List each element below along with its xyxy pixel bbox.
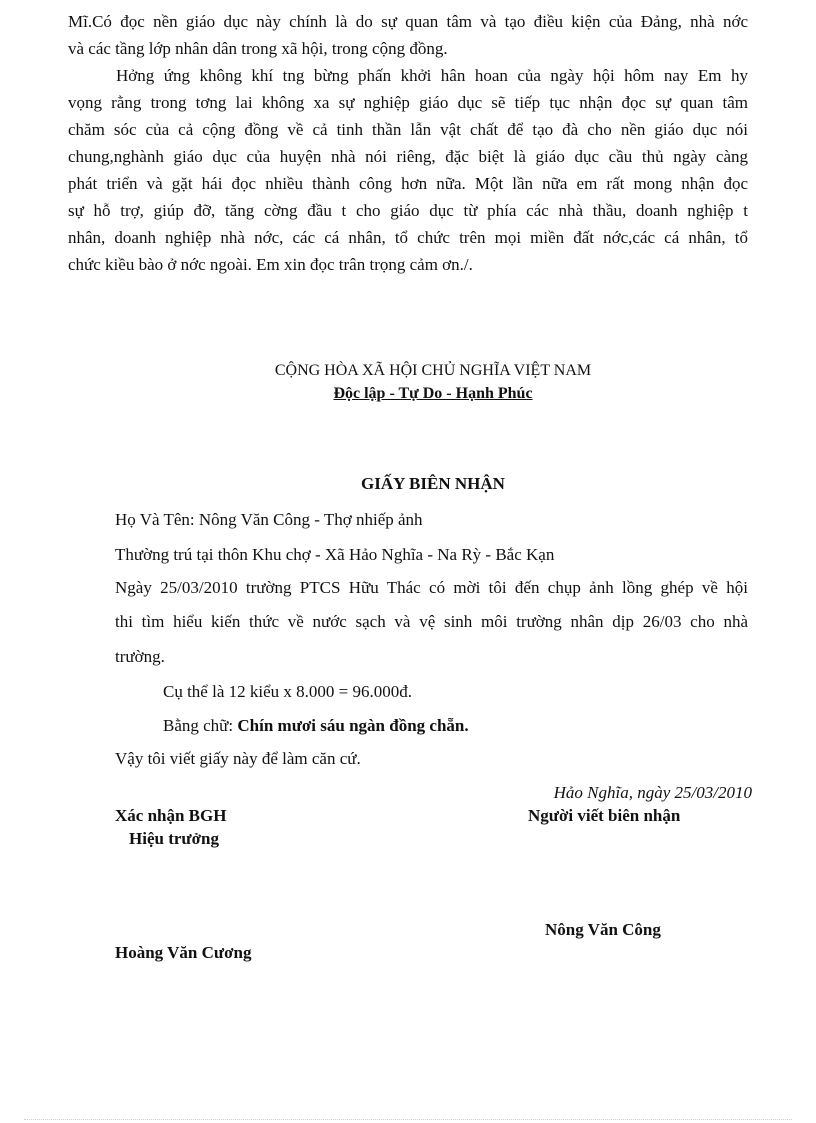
receipt-detail-line: Cụ thể là 12 kiểu x 8.000 = 96.000đ. (163, 682, 412, 701)
amount-words-label: Bằng chữ: (163, 716, 238, 735)
receipt-residence-line: Thường trú tại thôn Khu chợ - Xã Hảo Nghĩa - Na Rỳ - Bắc Kạn (115, 545, 555, 564)
amount-words-value: Chín mươi sáu ngàn đồng chẵn. (237, 716, 469, 735)
speech-line: sự hỗ trợ, giúp đỡ, tăng cờng đầu t cho giáo dục từ phía các nhà thầu, doanh nghiệp t (68, 201, 748, 220)
speech-line: vọng rằng trong tơng lai không xa sự nghiệp giáo dục sẽ tiếp tục nhận đọc sự quan tâm (68, 93, 748, 112)
speech-line: chăm sóc của cả cộng đồng về cả tinh thần lẫn vật chất để tạo đà cho nền giáo dục nói (68, 120, 748, 139)
right-signature-name: Nông Văn Công (545, 920, 661, 939)
page-bottom-divider (24, 1119, 792, 1120)
speech-line: Mĩ.Có đọc nền giáo dục này chính là do sự quan tâm và tạo điều kiện của Đảng, nhà nớc (68, 12, 748, 31)
receipt-name-line: Họ Và Tên: Nông Văn Công - Thợ nhiếp ảnh (115, 510, 423, 529)
left-signature-title: Xác nhận BGH (115, 806, 227, 825)
receipt-body-line: thi tìm hiểu kiến thức về nước sạch và vệ sinh môi trường nhân dịp 26/03 cho nhà (115, 612, 748, 631)
right-signature-title: Người viết biên nhận (528, 806, 681, 825)
speech-line: phát triển và gặt hái đọc nhiều thành công hơn nữa. Một lần nữa em rất mong nhận đọc (68, 174, 748, 193)
speech-line: và các tầng lớp nhân dân trong xã hội, trong cộng đồng. (68, 39, 448, 58)
speech-line: chức kiều bào ở nớc ngoài. Em xin đọc trân trọng cảm ơn./. (68, 255, 473, 274)
receipt-body-line: trường. (115, 647, 165, 666)
left-signature-role: Hiệu trưởng (129, 829, 219, 848)
speech-text (68, 8, 748, 278)
speech-line: Hởng ứng không khí tng bừng phấn khởi hân hoan của ngày hội hôm nay Em hy (116, 66, 748, 85)
receipt-title: GIẤY BIÊN NHẬN (361, 474, 505, 493)
speech-line: nhân, doanh nghiệp nhà nớc, các cá nhân, tổ chức trên mọi miền đất nớc,các cá nhân, tổ (68, 228, 748, 247)
speech-line: chung,nghành giáo dục của huyện nhà nói riêng, đặc biệt là giáo dục cầu thủ ngày càng (68, 147, 748, 166)
place-date: Hảo Nghĩa, ngày 25/03/2010 (553, 783, 752, 802)
amount-in-words (163, 716, 469, 736)
receipt-body-line: Ngày 25/03/2010 trường PTCS Hữu Thác có mời tôi đến chụp ảnh lồng ghép về hội (115, 578, 748, 597)
national-motto: Độc lập - Tự Do - Hạnh Phúc (333, 385, 533, 402)
closing-line: Vậy tôi viết giấy này để làm căn cứ. (115, 749, 361, 768)
left-signature-name: Hoàng Văn Cương (115, 943, 252, 962)
national-name: CỘNG HÒA XÃ HỘI CHỦ NGHĨA VIỆT NAM (274, 362, 592, 379)
